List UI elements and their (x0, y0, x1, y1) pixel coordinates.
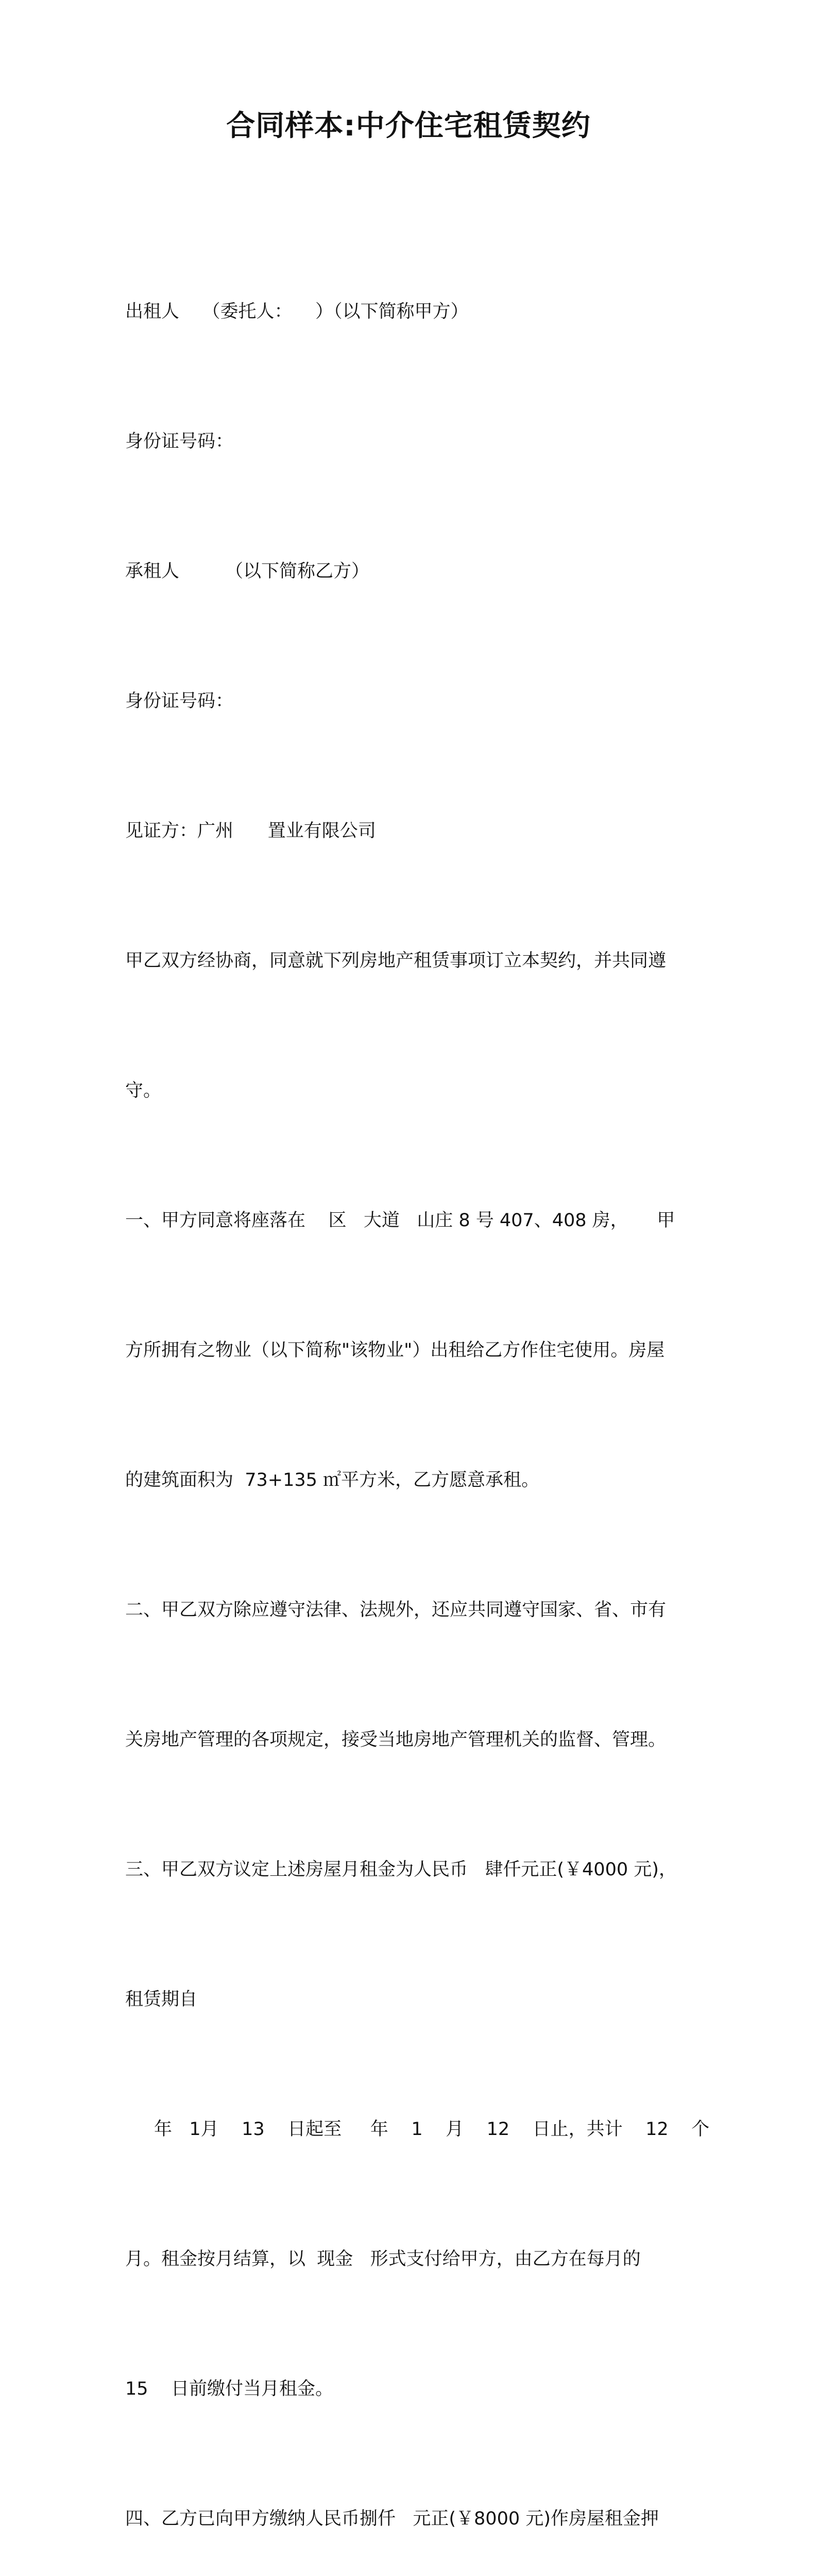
lessor-line: 出租人 （委托人： ）（以下简称甲方） (125, 301, 469, 322)
lessee-id-line: 身份证号码： (125, 691, 234, 711)
paragraph-line: 守。 (125, 1080, 162, 1101)
paragraph-line: 15 日前缴付当月租金。 (125, 2379, 334, 2399)
paragraph-line: 二、甲乙双方除应遵守法律、法规外，还应共同遵守国家、省、市有 (125, 1600, 667, 1620)
paragraph-line: 年 1月 13 日起至 年 1 月 12 日止，共计 12 个 (154, 2119, 710, 2140)
paragraph-line: 租赁期自 (125, 1989, 198, 2010)
paragraph-line: 关房地产管理的各项规定，接受当地房地产管理机关的监督、管理。 (125, 1730, 667, 1750)
lessee-line: 承租人 （以下简称乙方） (125, 561, 370, 582)
lessor-id-line: 身份证号码： (125, 431, 234, 452)
witness-line: 见证方：广州 置业有限公司 (125, 821, 376, 841)
paragraph-line: 三、甲乙双方议定上述房屋月租金为人民币 肆仟元正(￥4000 元)， (125, 1859, 677, 1880)
paragraph-line: 月。租金按月结算，以 现金 形式支付给甲方，由乙方在每月的 (125, 2249, 641, 2269)
contract-body (125, 204, 710, 2576)
paragraph-line: 的建筑面积为 73+135 ㎡平方米，乙方愿意承租。 (125, 1470, 540, 1490)
paragraph-line: 甲乙双方经协商，同意就下列房地产租赁事项订立本契约，并共同遵 (125, 951, 667, 971)
paragraph-line: 四、乙方已向甲方缴纳人民币捌仟 元正(￥8000 元)作房屋租金押 (125, 2509, 659, 2529)
paragraph-line: 方所拥有之物业（以下简称"该物业"）出租给乙方作住宅使用。房屋 (125, 1340, 665, 1361)
paragraph-line: 一、甲方同意将座落在 区 大道 山庄 8 号 407、408 房， 甲 (125, 1210, 675, 1231)
document-title: 合同样本:中介住宅租赁契约 (226, 109, 591, 143)
